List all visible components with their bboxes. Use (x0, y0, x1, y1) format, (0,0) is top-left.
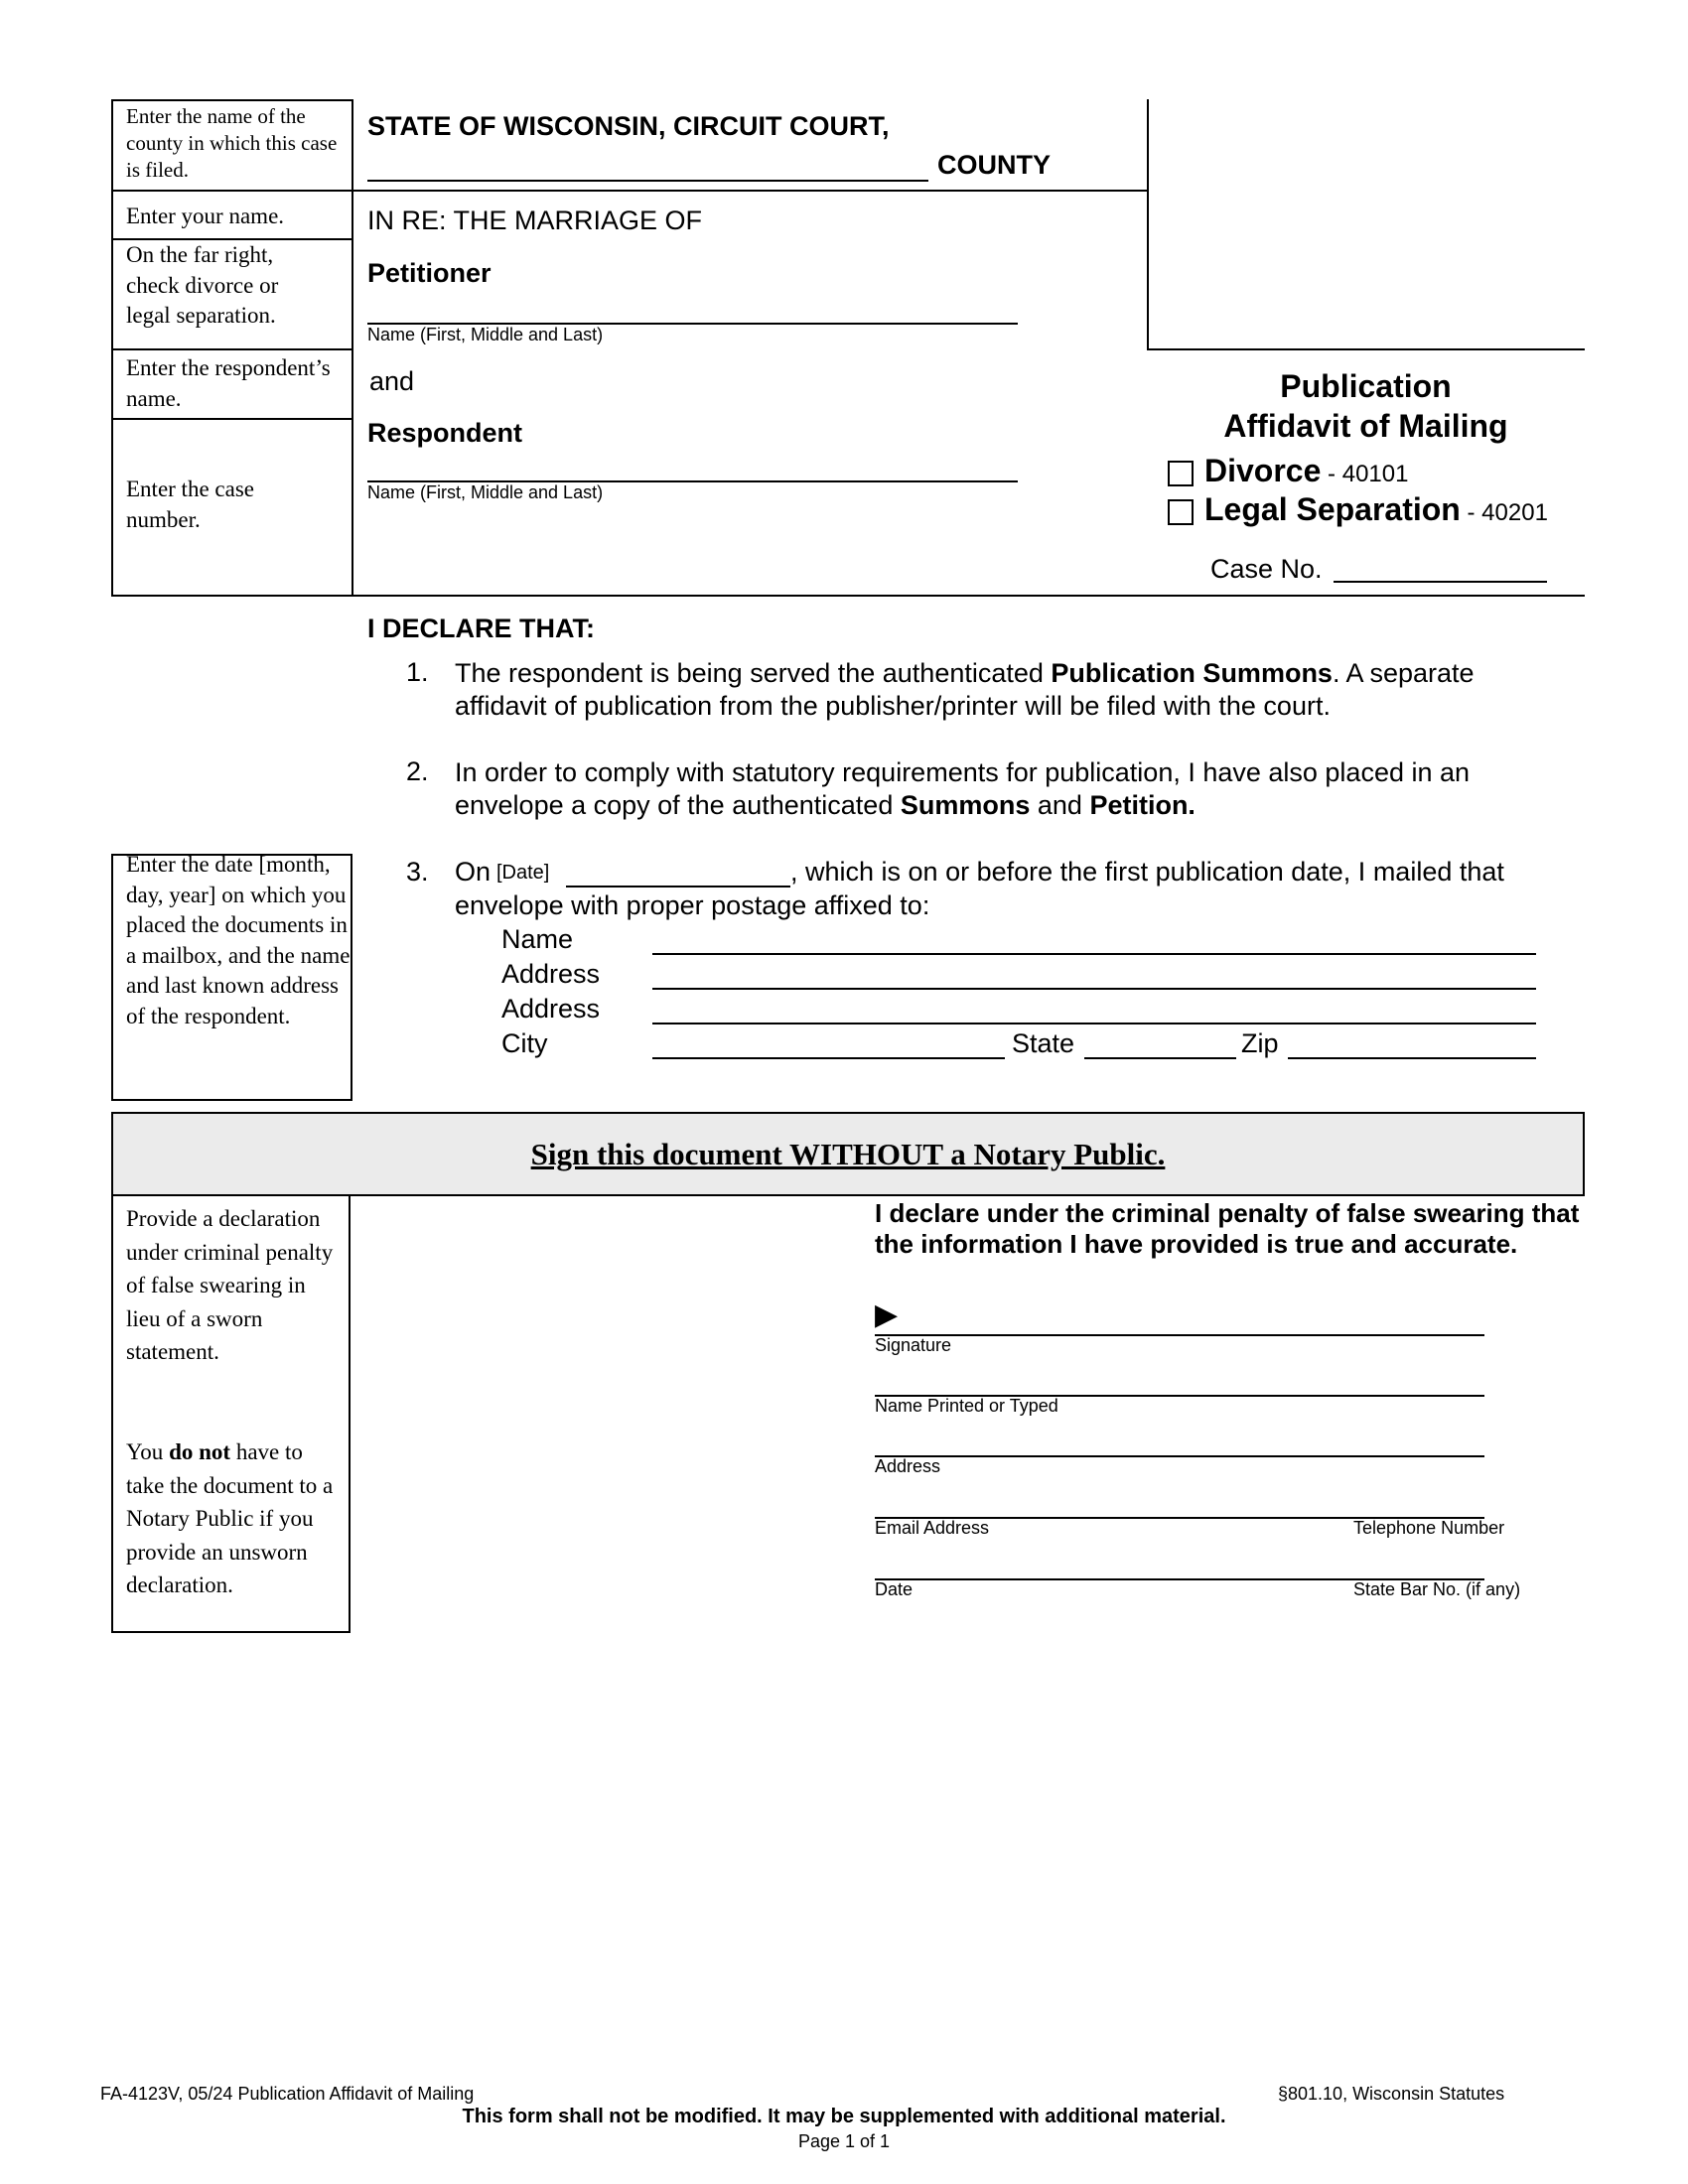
recipient-address1-line[interactable] (652, 988, 1536, 990)
respondent-name-caption: Name (First, Middle and Last) (367, 482, 604, 502)
recipient-address1-label: Address (501, 959, 601, 989)
mailing-date-line[interactable] (566, 886, 790, 887)
item1-text-bold: Publication Summons (1051, 658, 1333, 688)
arrow-icon: ▶ (875, 1298, 899, 1331)
recipient-state-label: State (1012, 1028, 1075, 1058)
item2-text (455, 756, 1470, 822)
court-heading: STATE OF WISCONSIN, CIRCUIT COURT, (367, 111, 890, 141)
case-no-input-line[interactable] (1334, 581, 1547, 583)
instruction-no-notary (126, 1435, 340, 1602)
date-label: Date (875, 1579, 914, 1599)
legal-separation-checkbox[interactable] (1168, 499, 1194, 525)
item2-text-line1: In order to comply with statutory requirements for publication, I have also placed in an (455, 757, 1471, 787)
instruction-no-notary-post: have to take the document to a Notary Public if you provide an unsworn declaration. (126, 1439, 334, 1597)
notary-banner-text: Sign this document WITHOUT a Notary Public. (530, 1137, 1166, 1171)
declaration-box-right (349, 1196, 351, 1632)
instruction-mailing-date: Enter the date [month, day, year] on which you placed the documents in a mailbox, and the name and last known address of the respondent. (126, 852, 351, 1028)
item3-date-caption: [Date] (496, 862, 550, 884)
state-bar-label: State Bar No. (if any) (1353, 1579, 1521, 1599)
caption-bottom-border (111, 595, 1585, 597)
statute-reference: §801.10, Wisconsin Statutes (1278, 2084, 1505, 2104)
instruction-no-notary-pre: You (126, 1439, 170, 1464)
mailing-box-left (111, 854, 113, 1100)
instruction-no-notary-bold: do not (169, 1439, 231, 1464)
instruction-case-number: Enter the case number. (126, 477, 254, 532)
email-label: Email Address (875, 1518, 990, 1538)
in-re-label: IN RE: THE MARRIAGE OF (367, 205, 703, 235)
item3-on: On (455, 857, 492, 887)
phone-label: Telephone Number (1353, 1518, 1505, 1538)
petitioner-name-caption: Name (First, Middle and Last) (367, 325, 604, 344)
legal-separation-label: Legal Separation (1204, 491, 1461, 527)
and-label: and (369, 366, 415, 396)
caption-mid-border (352, 99, 353, 596)
item1-text-pre: The respondent is being served the authenticated (455, 658, 1052, 688)
item1-text-post: . A separate (1332, 658, 1475, 688)
divorce-label: Divorce (1204, 453, 1322, 488)
form-title-line1: Publication (1280, 368, 1452, 404)
address-line[interactable] (875, 1455, 1484, 1457)
recipient-address2-label: Address (501, 994, 601, 1024)
signature-line[interactable] (875, 1334, 1484, 1336)
county-label: COUNTY (937, 150, 1051, 180)
caption-row-divider (111, 418, 352, 420)
caption-left-border (111, 99, 113, 596)
divorce-code: - 40101 (1321, 461, 1409, 487)
false-swearing-declaration: I declare under the criminal penalty of false swearing that the information I have provided is true and accurate. (875, 1198, 1580, 1259)
respondent-label: Respondent (367, 418, 523, 448)
item1-text-line2: affidavit of publication from the publisher/printer will be filed with the court. (455, 691, 1331, 721)
recipient-zip-line[interactable] (1288, 1057, 1536, 1059)
divorce-checkbox[interactable] (1168, 461, 1194, 486)
instruction-respondent-name: Enter the respondent’s name. (126, 355, 331, 411)
item2-text-bold2: Petition. (1089, 790, 1196, 820)
item2-number: 2. (406, 756, 429, 786)
divorce-option (1204, 453, 1408, 489)
form-id: FA-4123V, 05/24 Publication Affidavit of Mailing (100, 2084, 475, 2104)
item1-text (455, 657, 1475, 723)
title-box-bottom-border (1147, 348, 1585, 350)
item3-text: , which is on or before the first publication date, I mailed that (790, 857, 1504, 887)
recipient-name-label: Name (501, 924, 574, 954)
recipient-zip-label: Zip (1241, 1028, 1279, 1058)
item3-text-line2: envelope with proper postage affixed to: (455, 890, 930, 920)
instruction-declaration: Provide a declaration under criminal penalty of false swearing in lieu of a sworn statement. (126, 1206, 334, 1364)
printed-name-label: Name Printed or Typed (875, 1396, 1058, 1416)
recipient-state-line[interactable] (1084, 1057, 1236, 1059)
item2-text-mid: and (1030, 790, 1090, 820)
title-box-left-border (1147, 99, 1149, 349)
notary-banner (111, 1112, 1585, 1196)
item2-text-bold1: Summons (900, 790, 1031, 820)
petitioner-label: Petitioner (367, 258, 492, 288)
recipient-city-label: City (501, 1028, 548, 1058)
item2-text-pre: envelope a copy of the authenticated (455, 790, 901, 820)
address-label: Address (875, 1456, 941, 1476)
legal-separation-option (1204, 491, 1548, 528)
instruction-county: Enter the name of the county in which this case is filed. (126, 104, 338, 182)
recipient-name-line[interactable] (652, 953, 1536, 955)
mailing-box-bottom (111, 1099, 352, 1101)
form-title-line2: Affidavit of Mailing (1223, 408, 1508, 444)
legal-separation-code: - 40201 (1460, 499, 1548, 526)
caption-top-border (111, 99, 352, 101)
recipient-address2-line[interactable] (652, 1023, 1536, 1024)
caption-row-divider (111, 348, 352, 350)
signature-label: Signature (875, 1335, 952, 1355)
instruction-your-name: Enter your name. (126, 204, 285, 228)
county-input-line[interactable] (367, 180, 928, 182)
case-no-label: Case No. (1210, 554, 1323, 584)
declare-heading: I DECLARE THAT: (367, 614, 595, 643)
instruction-check-type: On the far right, check divorce or legal separation. (126, 242, 279, 328)
declaration-box-bottom (111, 1631, 351, 1633)
item1-number: 1. (406, 657, 429, 687)
item3-number: 3. (406, 857, 429, 887)
modification-notice: This form shall not be modified. It may be supplemented with additional material. (462, 2106, 1226, 2127)
page-number: Page 1 of 1 (797, 2131, 891, 2151)
recipient-city-line[interactable] (652, 1057, 1005, 1059)
declaration-box-left (111, 1196, 113, 1632)
caption-row-divider (111, 190, 1148, 192)
